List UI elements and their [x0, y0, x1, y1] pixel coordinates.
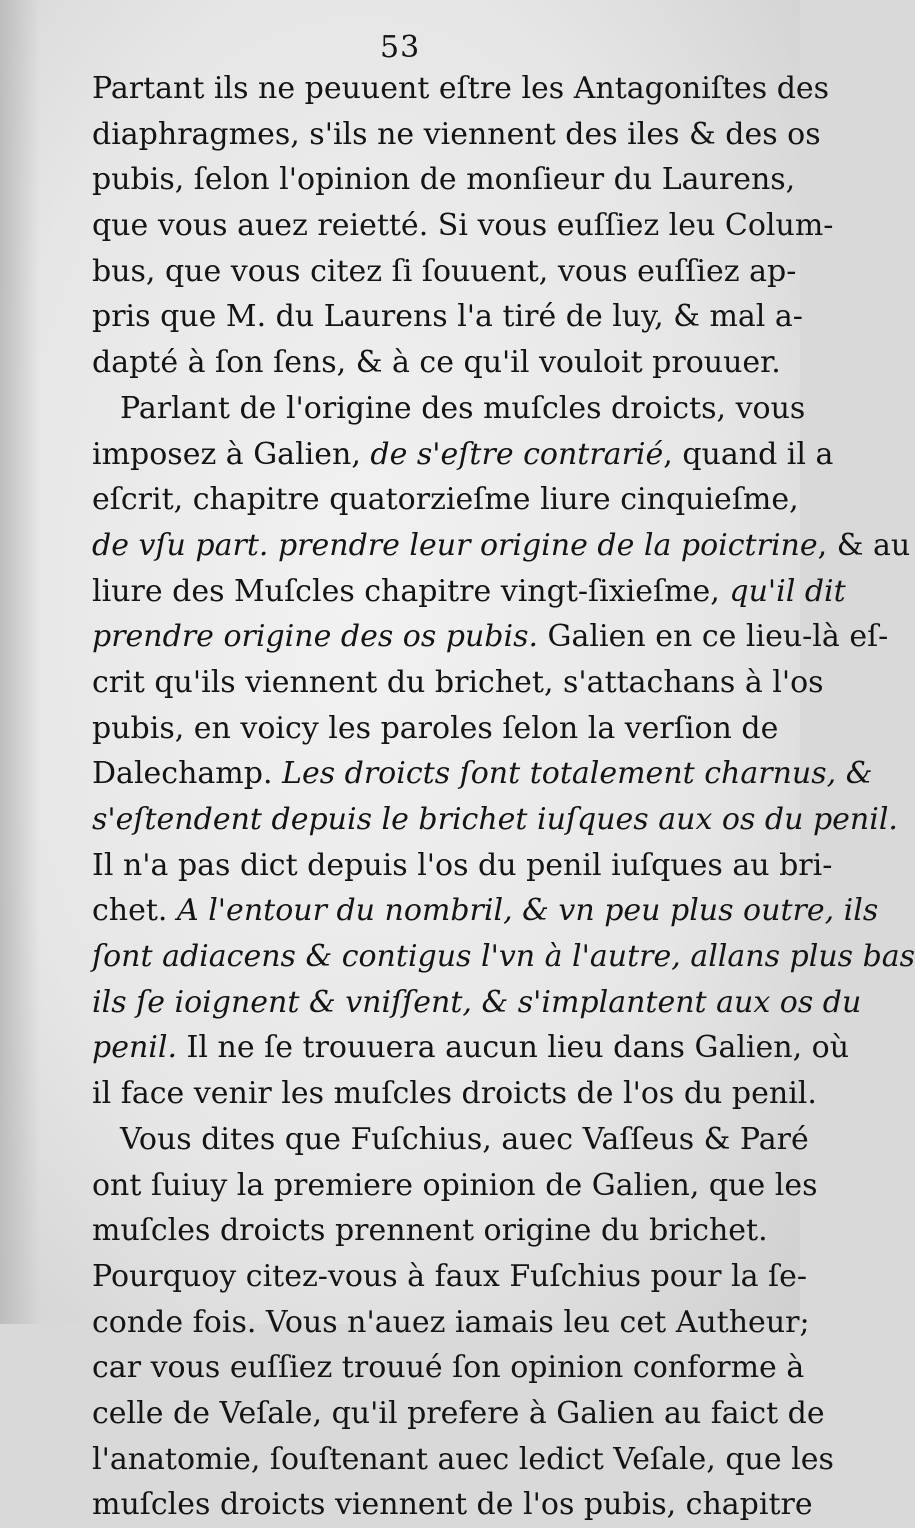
text-segment: celle de Veſale, qu'il prefere à Galien au faict de — [92, 1395, 825, 1431]
text-segment: pubis, ſelon l'opinion de monſieur du Laurens, — [92, 162, 796, 198]
text-segment: il face venir les muſcles droicts de l'os du penil. — [92, 1076, 817, 1112]
text-segment: Vous dites que Fuſchius, auec Vaſſeus & Paré — [120, 1121, 809, 1157]
text-line — [92, 797, 898, 843]
text-segment: muſcles droicts viennent de l'os pubis, chapitre — [92, 1487, 813, 1523]
text-segment: pubis, en voicy les paroles ſelon la verſion de — [92, 710, 779, 746]
italic-segment: s'eſtendent depuis le brichet iuſques aux os du penil. — [92, 802, 898, 837]
text-segment: , quand il a — [663, 436, 834, 472]
italic-segment: ſont adiacens & contigus l'vn à l'autre, allans plus bas — [92, 939, 915, 975]
text-line — [92, 888, 879, 934]
text-segment: que vous auez reietté. Si vous euſſiez leu Colum- — [92, 208, 834, 244]
text-segment: Parlant de l'origine des muſcles droicts, vous — [120, 390, 806, 426]
text-line — [92, 1345, 805, 1391]
text-line — [92, 934, 915, 980]
text-line — [92, 340, 781, 386]
text-line — [92, 112, 821, 158]
text-line — [92, 1437, 834, 1483]
text-line — [92, 1254, 808, 1300]
text-line — [92, 1300, 810, 1346]
text-segment: conde fois. Vous n'auez iamais leu cet Autheur; — [92, 1304, 810, 1340]
text-line — [92, 432, 834, 478]
text-segment: Galien en ce lieu-là eſ- — [538, 619, 889, 655]
text-segment: diaphragmes, s'ils ne viennent des iles & des os — [92, 116, 821, 152]
text-segment: Il ne ſe trouuera aucun lieu dans Galien, où — [177, 1030, 850, 1066]
italic-segment: Les droicts ſont totalement charnus, & — [282, 756, 873, 792]
text-segment: ont ſuiuy la premiere opinion de Galien, que les — [92, 1167, 818, 1203]
text-line — [92, 249, 797, 295]
text-segment: Il n'a pas dict depuis l'os du penil iuſques au bri- — [92, 847, 833, 883]
text-line — [92, 706, 779, 752]
italic-segment: ils ſe ioignent & vniſſent, & s'implantent aux os du — [92, 984, 862, 1020]
text-line — [92, 294, 803, 340]
text-line — [92, 1391, 825, 1437]
page-number: 53 — [380, 30, 421, 65]
text-segment: pris que M. du Laurens l'a tiré de luy, & mal a- — [92, 299, 803, 335]
text-line — [92, 614, 889, 660]
text-line — [92, 523, 911, 569]
text-line — [92, 1208, 768, 1254]
text-line — [92, 980, 862, 1026]
text-segment: car vous euſſiez trouué ſon opinion conforme à — [92, 1350, 805, 1386]
italic-segment: penil. — [92, 1030, 178, 1066]
text-line — [92, 66, 830, 112]
text-segment: Dalechamp. — [92, 756, 283, 792]
text-line — [92, 157, 796, 203]
text-segment: l'anatomie, ſouſtenant auec ledict Veſale, que les — [92, 1441, 834, 1477]
text-segment: bus, que vous citez ſi ſouuent, vous euſſiez ap- — [92, 253, 797, 289]
text-segment: dapté à ſon ſens, & à ce qu'il vouloit prouuer. — [92, 345, 781, 381]
text-segment: Partant ils ne peuuent eſtre les Antagoniſtes des — [92, 71, 830, 106]
text-segment: muſcles droicts prennent origine du brichet. — [92, 1213, 768, 1249]
text-line — [92, 1071, 817, 1117]
italic-segment: qu'il dit — [729, 573, 846, 609]
text-line — [92, 1117, 809, 1163]
text-segment: , & au — [817, 527, 911, 563]
text-segment: Pourquoy citez-vous à faux Fuſchius pour la ſe- — [92, 1258, 808, 1294]
italic-segment: A l'entour du nombril, & vn peu plus outre, ils — [177, 893, 879, 929]
text-segment: chet. — [92, 893, 178, 929]
text-line — [92, 1025, 850, 1071]
text-line — [92, 477, 799, 523]
text-line — [92, 203, 834, 249]
binding-shadow — [0, 0, 40, 1324]
italic-segment: de s'eſtre contrarié — [370, 436, 664, 472]
text-segment: imposez à Galien, — [92, 436, 371, 472]
text-line — [92, 1163, 818, 1209]
text-line — [92, 569, 846, 615]
text-line — [92, 660, 824, 706]
italic-segment: prendre origine des os pubis. — [92, 619, 539, 655]
italic-segment: de vſu part. prendre leur origine de la poictrine — [92, 527, 818, 563]
text-line — [92, 386, 806, 432]
text-segment: eſcrit, chapitre quatorzieſme liure cinquieſme, — [92, 482, 799, 518]
text-segment: liure des Muſcles chapitre vingt-ſixieſme, — [92, 573, 730, 609]
text-segment: crit qu'ils viennent du brichet, s'attachans à l'os — [92, 664, 824, 700]
text-line — [92, 1482, 813, 1528]
body-text — [92, 66, 915, 1528]
text-line — [92, 751, 873, 797]
text-line — [92, 843, 833, 889]
